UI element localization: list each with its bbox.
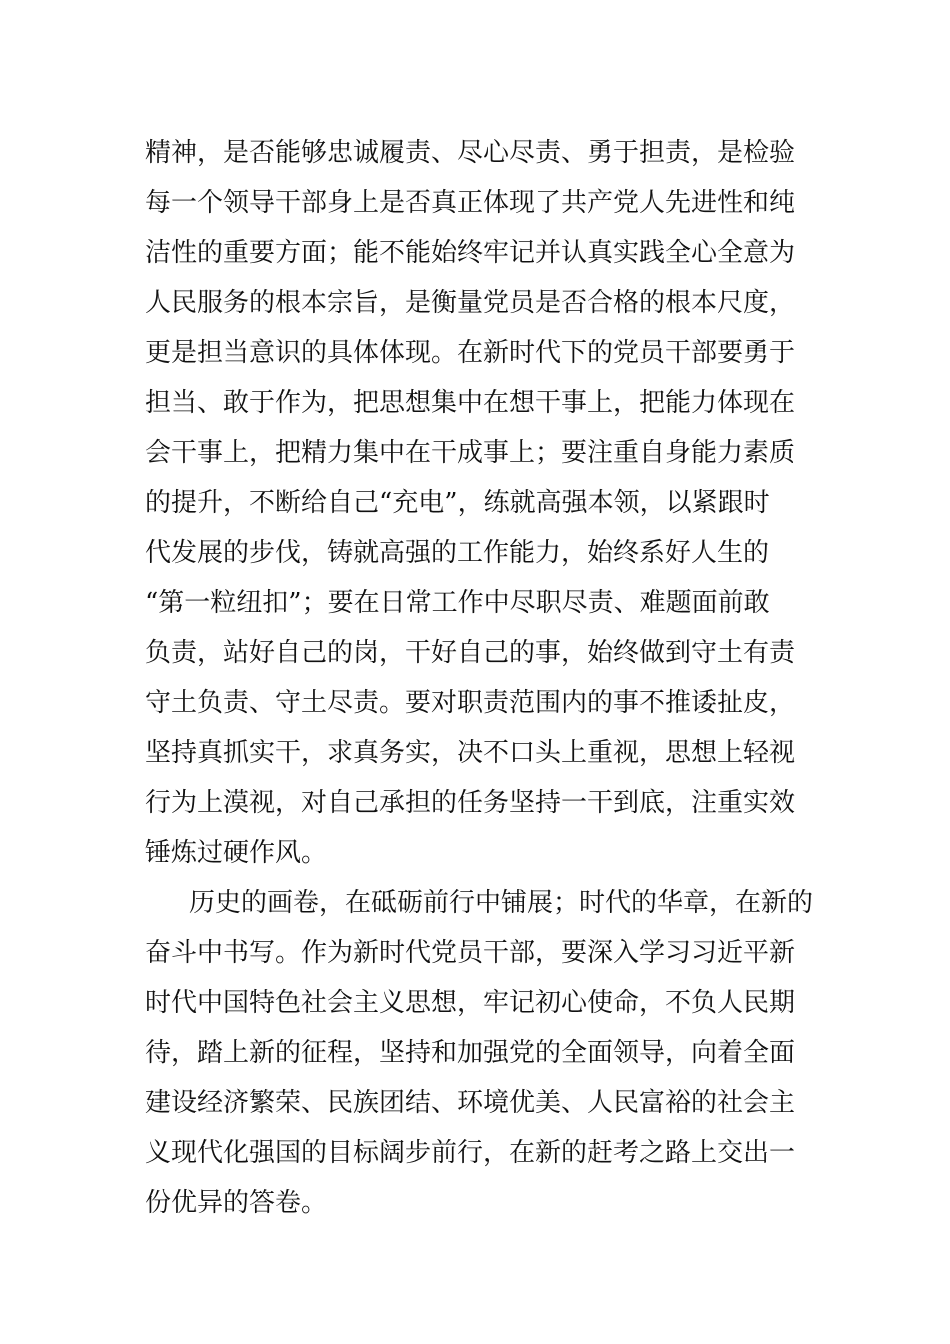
paragraph-2 bbox=[145, 878, 825, 1228]
paragraph-line: 人民服务的根本宗旨，是衡量党员是否合格的根本尺度， bbox=[145, 288, 796, 318]
paragraph-line: 每一个领导干部身上是否真正体现了共产党人先进性和纯 bbox=[145, 188, 796, 218]
paragraph-line: 更是担当意识的具体体现。在新时代下的党员干部要勇于 bbox=[145, 338, 796, 368]
paragraph-line: 行为上漠视，对自己承担的任务坚持一干到底，注重实效 bbox=[145, 788, 796, 818]
paragraph-line: 待，踏上新的征程，坚持和加强党的全面领导，向着全面 bbox=[145, 1038, 796, 1068]
paragraph-line: 义现代化强国的目标阔步前行，在新的赶考之路上交出一 bbox=[145, 1138, 796, 1168]
paragraph-line: 守土负责、守土尽责。要对职责范围内的事不推诿扯皮， bbox=[145, 688, 796, 718]
paragraph-line: 负责，站好自己的岗，干好自己的事，始终做到守土有责 bbox=[145, 638, 796, 668]
paragraph-line: 份优异的答卷。 bbox=[145, 1188, 328, 1218]
document-body bbox=[145, 128, 825, 1228]
paragraph-line: 建设经济繁荣、民族团结、环境优美、人民富裕的社会主 bbox=[145, 1088, 796, 1118]
paragraph-line: 时代中国特色社会主义思想，牢记初心使命，不负人民期 bbox=[145, 988, 796, 1018]
paragraph-line: 会干事上，把精力集中在干成事上；要注重自身能力素质 bbox=[145, 438, 796, 468]
paragraph-1 bbox=[145, 128, 825, 878]
paragraph-line: 历史的画卷，在砥砺前行中铺展；时代的华章，在新的 bbox=[189, 888, 814, 918]
paragraph-line: “第一粒纽扣”；要在日常工作中尽职尽责、难题面前敢 bbox=[145, 588, 770, 618]
paragraph-line: 洁性的重要方面；能不能始终牢记并认真实践全心全意为 bbox=[145, 238, 796, 268]
paragraph-line: 奋斗中书写。作为新时代党员干部，要深入学习习近平新 bbox=[145, 938, 796, 968]
paragraph-line: 代发展的步伐，铸就高强的工作能力，始终系好人生的 bbox=[145, 538, 770, 568]
paragraph-line: 担当、敢于作为，把思想集中在想干事上，把能力体现在 bbox=[145, 388, 796, 418]
paragraph-line: 坚持真抓实干，求真务实，决不口头上重视，思想上轻视 bbox=[145, 738, 796, 768]
paragraph-line: 锤炼过硬作风。 bbox=[145, 838, 328, 868]
paragraph-line: 精神，是否能够忠诚履责、尽心尽责、勇于担责，是检验 bbox=[145, 138, 796, 168]
paragraph-line: 的提升，不断给自己“充电”，练就高强本领，以紧跟时 bbox=[145, 488, 770, 518]
